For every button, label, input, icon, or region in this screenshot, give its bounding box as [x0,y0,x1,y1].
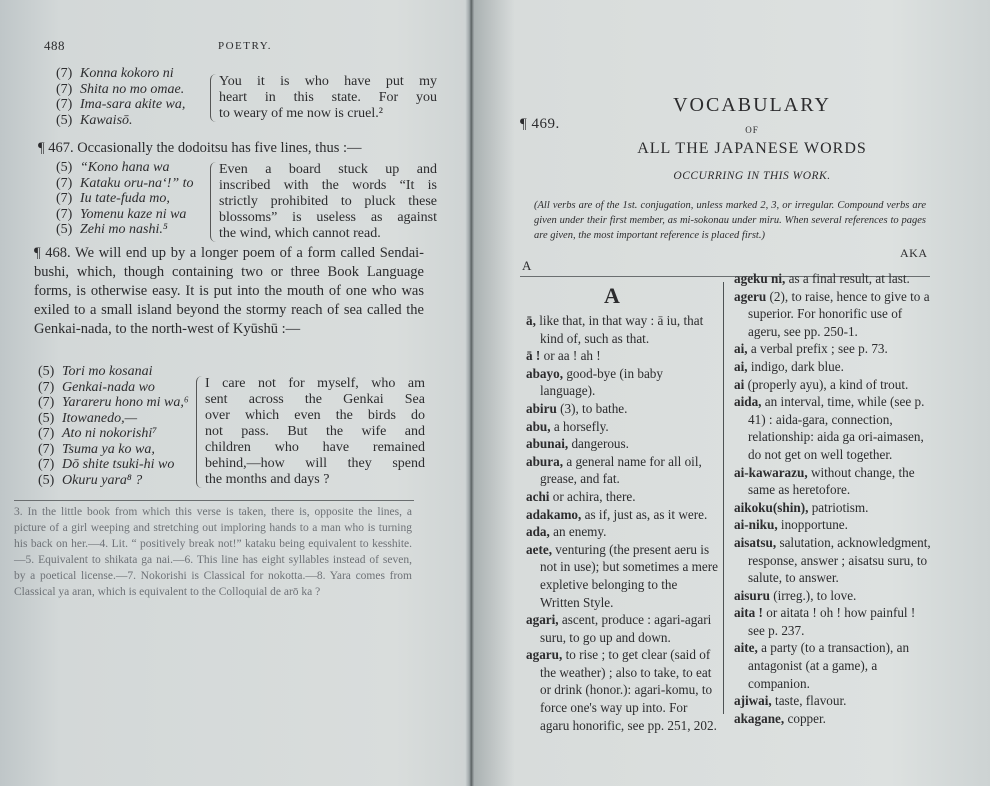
translation-line: blossoms” is useless as against [219,210,437,225]
poem-line [38,411,189,427]
headword: aikoku(shin), [734,499,809,515]
headword: akagane, [734,710,785,726]
subtitle: ALL THE JAPANESE WORDS [637,140,867,157]
japanese-line: Ima-sara akite wa, [80,97,186,112]
japanese-line: Genkai-nada wo [62,379,155,395]
headword: aisatsu, [734,534,777,550]
vocab-entry [734,534,934,587]
vocab-entry [526,418,718,436]
translation-line: children who have remained [205,440,425,455]
poem-line [38,473,189,489]
definition: inopportune. [777,517,848,533]
vocab-entry [526,312,718,347]
japanese-line: Yarareru hono mi wa,⁶ [62,395,189,410]
syllable-count: (5) [56,222,73,237]
headword: agari, [526,612,559,628]
poem-line [38,380,189,396]
definition: as a final result, at last. [785,271,910,286]
headword: ā, [526,313,536,328]
definition: without change, the same as heretofore. [748,464,915,498]
definition: or aa ! ah ! [540,348,601,364]
vocab-entry [734,376,934,394]
headword: aida, [734,394,762,410]
headword: abu, [526,418,551,434]
definition: (2), to raise, hence to give to a superior. For honorific use of ageru, see pp. 250-1. [748,288,930,339]
poem-3-japanese [38,364,189,488]
syllable-count: (7) [38,426,55,441]
definition: an interval, time, while (see p. 41) : aida-gara, connection, relationship: aida ga ori-aimasen, do not get on well together. [748,394,925,462]
japanese-line: Okuru yara⁸ ? [62,472,143,488]
definition: indigo, dark blue. [747,358,844,374]
translation-line: sent across the Genkai Sea [205,392,425,407]
poem-1-translation [210,74,437,122]
translation-line: to weary of me now is cruel.² [219,106,383,121]
vocab-entry [526,488,718,506]
headword: ai, [734,341,748,357]
headword: abiru [526,400,557,416]
syllable-count: (7) [38,379,55,395]
syllable-count: (5) [56,112,73,128]
definition: like that, in that way : ā iu, that kind of, such as that. [535,313,704,346]
definition: an enemy. [549,524,607,540]
vocab-entry [734,710,934,728]
vocab-entry [526,523,718,541]
translation-line: heart in this state. For you [219,90,437,105]
poem-line [56,222,194,238]
syllable-count: (7) [56,175,73,191]
headword: ai-niku, [734,517,778,533]
headword: abayo, [526,365,564,381]
guide-right: AKA [900,246,928,260]
vocab-entry [734,639,934,692]
poem-line [56,82,185,98]
paragraph-467: ¶ 467. Occasionally the dodoitsu has five lines, thus :— [38,140,362,156]
japanese-line: Konna kokoro ni [80,66,174,81]
vocab-column-2 [734,270,934,727]
poem-line [56,207,194,223]
syllable-count: (5) [38,364,55,379]
vocab-entry [526,506,718,524]
translation-line: over which even the birds do [205,408,425,423]
definition: (properly ayu), a kind of trout. [744,376,909,392]
definition: patriotism. [808,499,869,515]
poem-line [38,395,189,411]
poem-line [38,426,189,442]
poem-line [38,364,189,380]
headword: aisuru [734,587,770,603]
syllable-count: (5) [38,410,55,426]
translation-line: behind,—how will they spend [205,456,425,471]
left-page [0,0,468,786]
poem-line [38,442,189,458]
syllable-count: (7) [56,66,73,81]
headword: abunai, [526,436,569,452]
definition: or aitata ! oh ! how painful ! see p. 237. [748,605,916,638]
japanese-line: “Kono hana wa [80,160,170,175]
title-of: OF [745,125,759,135]
headword: ai-kawarazu, [734,464,808,480]
headword: adakamo, [526,506,582,522]
headword: aita ! [734,605,763,621]
translation-line: strictly prohibited to pluck these [219,194,437,209]
japanese-line: Kawaisō. [80,112,133,128]
footnote-rule [14,500,414,501]
definition: as if, just as, as it were. [581,506,708,522]
poem-line [38,457,189,473]
japanese-line: Yomenu kaze ni wa [80,206,187,222]
section-mark: ¶ 469. [520,116,560,132]
japanese-line: Shita no mo omae. [80,81,185,97]
definition: salutation, acknowledgment, response, answer ; aisatsu suru, to salute, to answer. [748,534,931,586]
headword: ageru [734,288,767,304]
definition: a general name for all oil, grease, and fat. [540,453,702,487]
headword: ai [734,376,745,392]
definition: copper. [784,710,826,726]
paragraph-468: ¶ 468. We will end up by a longer poem of a form called Sendai-bushi, which, though containing two or three Book Language forms, is otherwise easy. It is put into the mouth of one who was exiled to a small island beyond the stormy reach of sea called the Genkai-nada, to the north-west of Kyūshū :— [34,245,424,337]
translation-line: the wind, which cannot read. [219,226,381,241]
vocab-entry [526,611,718,646]
vocab-entry [734,393,934,463]
japanese-line: Kataku oru-na‘!” to [80,175,194,191]
translation-line: You it is who have put my [219,74,437,89]
vocab-entry [734,516,934,534]
poem-line [56,97,185,113]
poem-3-translation [196,376,425,488]
vocab-entry [734,270,934,288]
poem-2-translation [210,162,437,242]
vocab-entry [734,288,934,341]
definition: venturing (the present aeru is not in use); but sometimes a mere expletive belonging to the Written Style. [540,541,718,610]
poem-line [56,176,194,192]
vocab-entry [526,435,718,453]
syllable-count: (5) [56,160,73,175]
sub-subtitle: OCCURRING IN THIS WORK. [673,170,831,182]
section-letter: A [604,283,620,308]
headword: ā ! [526,348,541,364]
vocab-entry [734,692,934,710]
definition: a verbal prefix ; see p. 73. [747,341,888,357]
page-number: 488 [44,38,65,53]
japanese-line: Tori mo kosanai [62,364,153,379]
headword: ada, [526,524,550,540]
translation-line: Even a board stuck up and [219,162,437,177]
translation-line: I care not for myself, who am [205,376,425,391]
poem-2-japanese [56,160,194,238]
japanese-line: Tsuma ya ko wa, [62,441,155,457]
definition: (irreg.), to love. [769,587,857,603]
poem-line [56,191,194,207]
vocab-entry [734,587,934,605]
vocab-entry [526,541,718,611]
headword: aete, [526,541,552,557]
translation-line: not pass. But the wife and [205,424,425,439]
definition: ascent, produce : agari-agari suru, to go up and down. [540,612,712,645]
vocab-entry [734,340,934,358]
syllable-count: (7) [38,395,55,410]
poem-line [56,66,185,82]
vocab-entry [734,604,934,639]
syllable-count: (7) [56,97,73,112]
definition: dangerous. [568,436,629,452]
column-divider [723,282,724,714]
headword: ajiwai, [734,693,772,709]
syllable-count: (7) [38,457,55,472]
running-head: POETRY. [218,40,273,52]
vocab-column-1 [526,312,718,734]
poem-line [56,160,194,176]
syllable-count: (5) [38,472,55,488]
japanese-line: Iu tate-fuda mo, [80,191,170,206]
japanese-line: Ato ni nokorishi⁷ [62,426,158,441]
syllable-count: (7) [56,206,73,222]
japanese-line: Zehi mo nashi.⁵ [80,222,168,237]
right-page [472,0,990,786]
definition: good-bye (in baby language). [540,365,663,399]
definition: a horsefly. [550,418,609,434]
syllable-count: (7) [56,81,73,97]
vocabulary-note: (All verbs are of the 1st. conjugation, unless marked 2, 3, or irregular. Compound verbs are given under their first member, as mi-sokonau under miru. When several references to pages are given, the most important reference is placed first.) [534,200,926,241]
headword: abura, [526,453,564,469]
headword: agaru, [526,647,563,663]
definition: (3), to bathe. [556,400,628,416]
vocab-entry [734,464,934,499]
syllable-count: (7) [56,191,73,206]
vocabulary-title: VOCABULARY [673,94,831,116]
vocab-entry [526,365,718,400]
headword: aite, [734,640,758,656]
headword: ai, [734,358,748,374]
definition: to rise ; to get clear (said of the weather) ; also to take, to eat or drink (honor.): agari-komu, to force one's way up into. For agaru honorific, see pp. 251, 202. [540,647,717,733]
vocab-entry [526,347,718,365]
poem-1-japanese [56,66,185,128]
guide-left: A [522,258,532,273]
definition: a party (to a transaction), an antagonist (at a game), a companion. [748,640,910,691]
translation-line: the months and days ? [205,472,330,487]
syllable-count: (7) [38,441,55,457]
headword: achi [526,488,550,504]
vocab-entry [526,646,718,734]
translation-line: inscribed with the words “It is [219,178,437,193]
japanese-line: Dō shite tsuki-hi wo [62,457,175,472]
vocab-entry [734,358,934,376]
poem-line [56,113,185,129]
vocab-entry [526,400,718,418]
definition: or achira, there. [549,488,636,504]
japanese-line: Itowanedo,— [62,410,138,426]
vocab-entry [734,499,934,517]
footnotes: 3. In the little book from which this verse is taken, there is, opposite the lines, a picture of a girl weeping and stretching out imploring hands to a man who is turning his back on her.—4. Lit. “ positively break not!” kataku being equivalent to kesshite.—5. Equivalent to shikata ga nai.—6. This line has eight syllables instead of seven, by a poetical license.—7. Nokorishi is Classical for nokotta.—8. Yara comes from Classical ya aran, which is equivalent to the Colloquial de arō ka ? [14,506,412,598]
headword: ageku ni, [734,271,786,286]
vocab-entry [526,453,718,488]
definition: taste, flavour. [771,693,847,709]
